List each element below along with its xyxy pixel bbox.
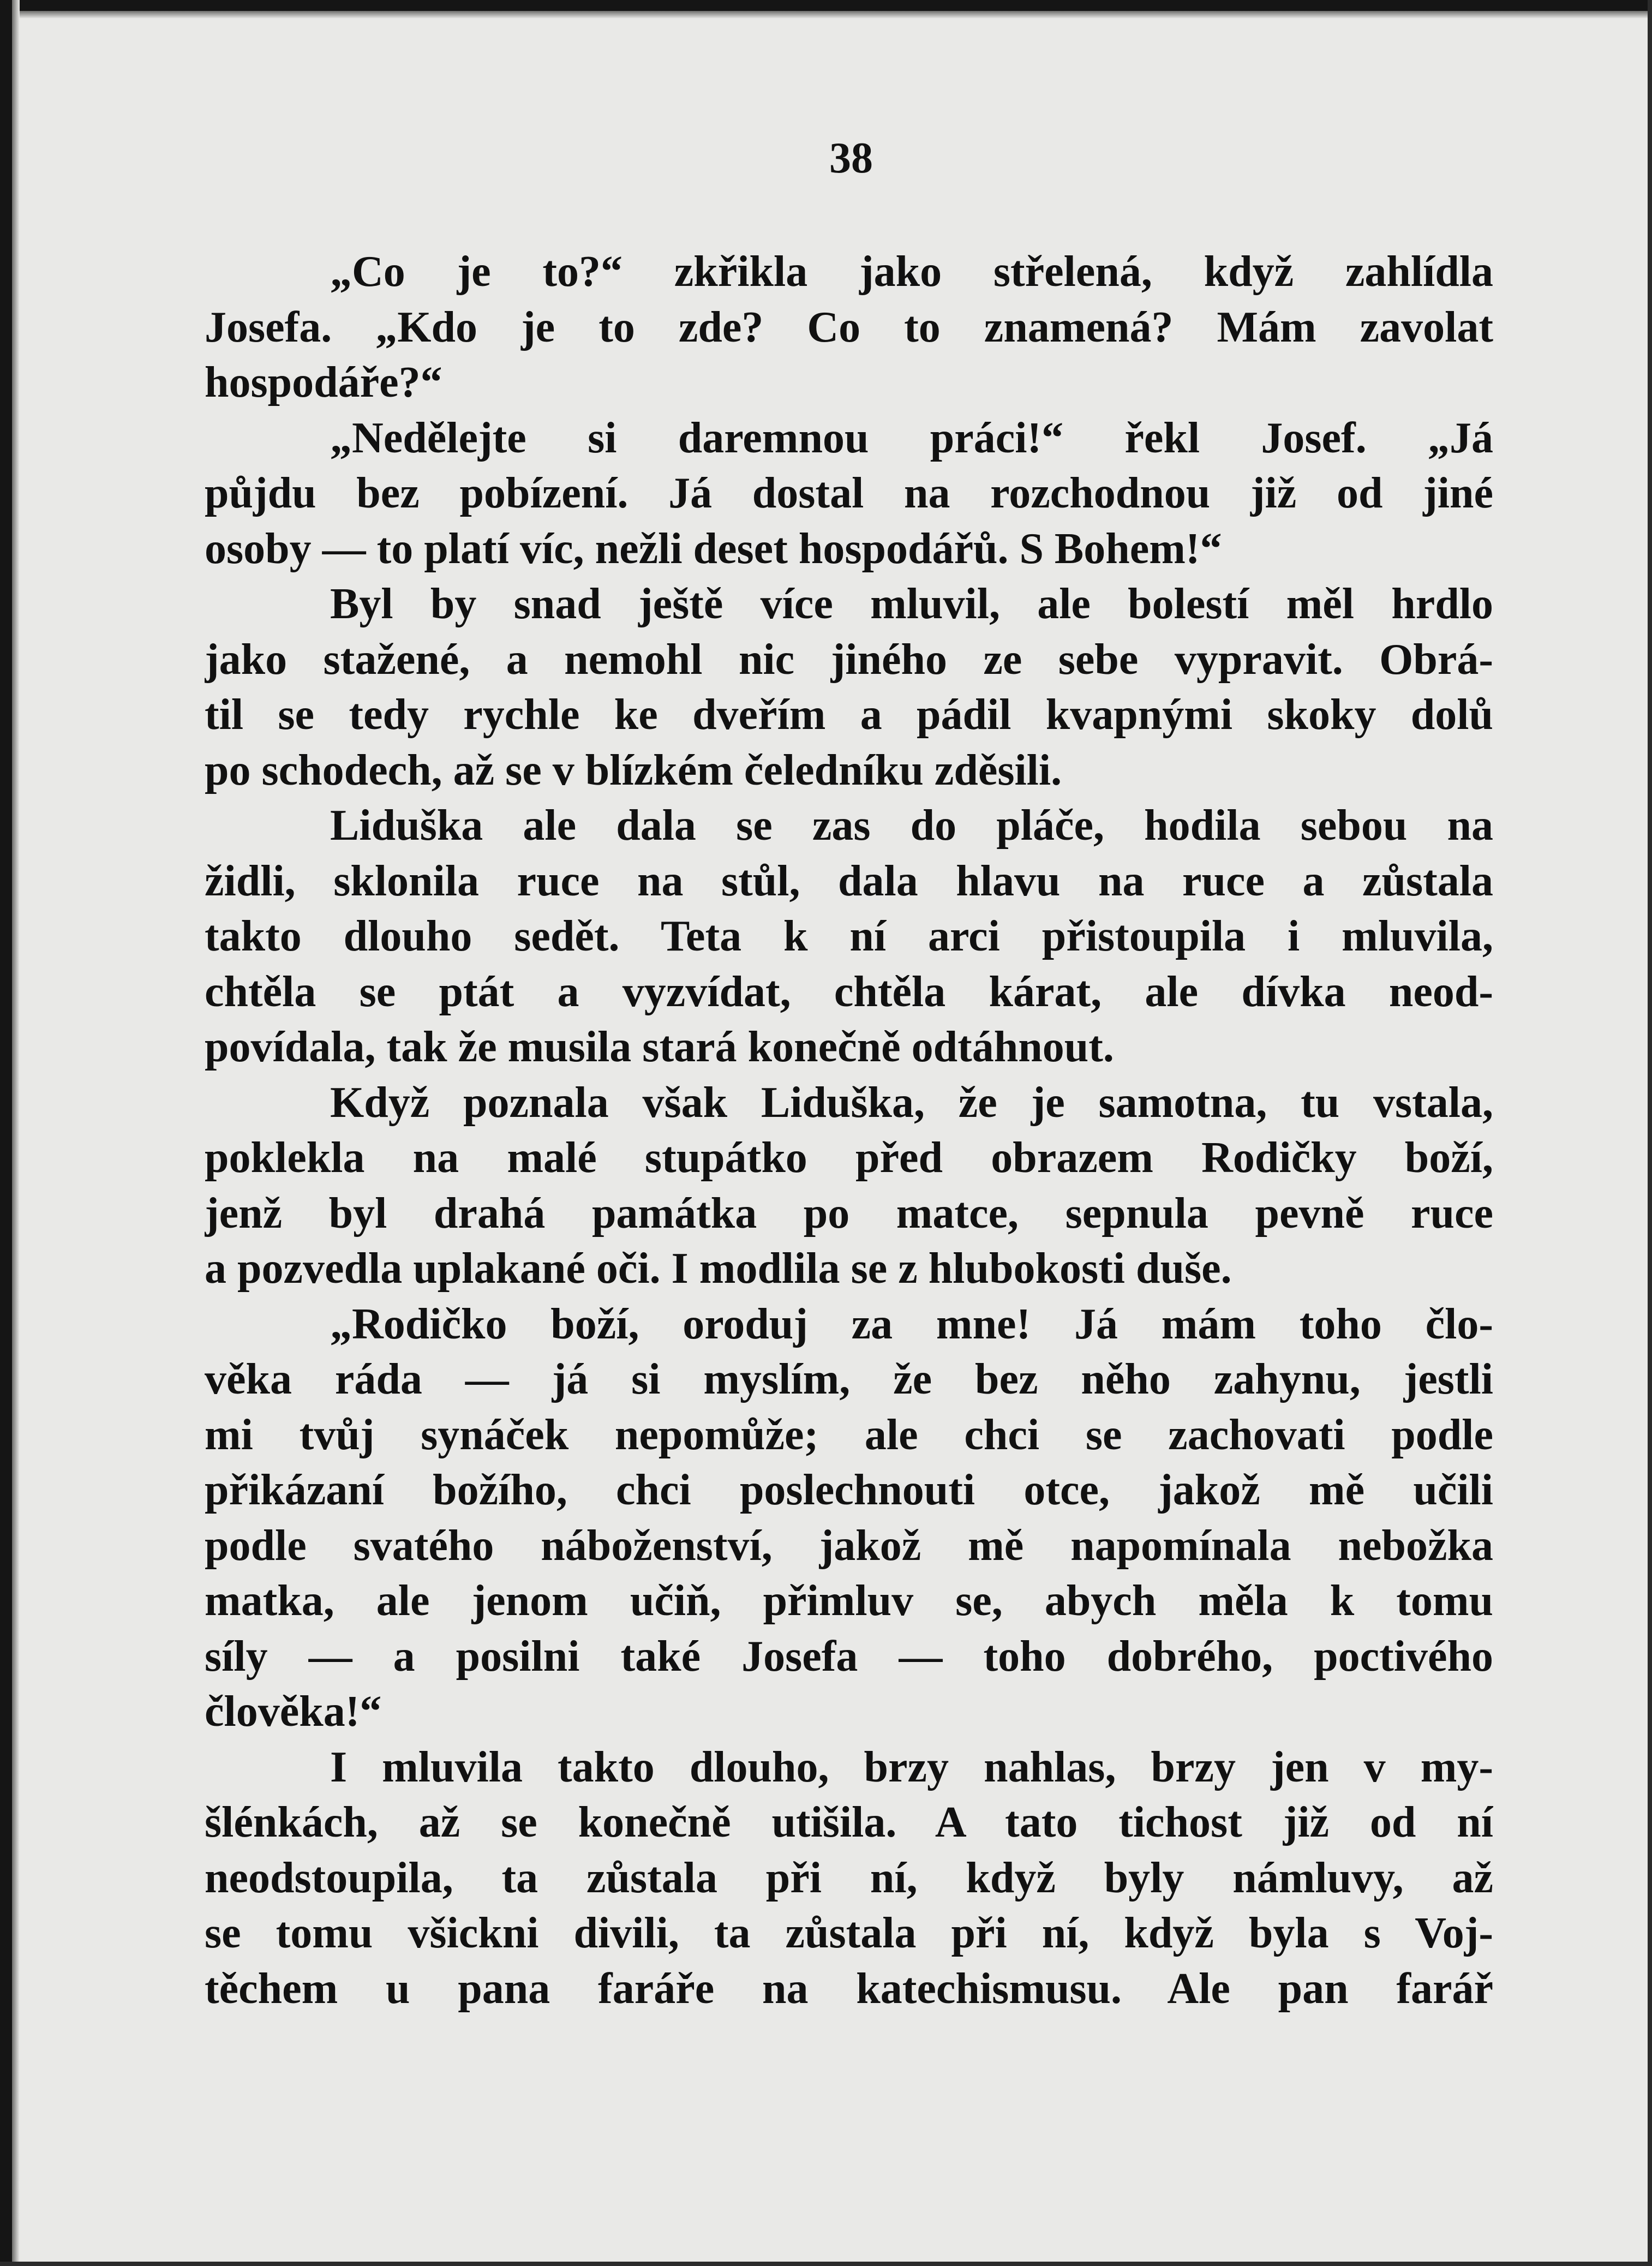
text-line: povídala, tak že musila stará konečně odtáhnout. xyxy=(205,1023,1114,1071)
text-line: matka, ale jenom učiň, přimluv se, abych měla k tomu xyxy=(205,1577,1493,1625)
text-line: I mluvila takto dlouho, brzy nahlas, brzy jen v my- xyxy=(330,1743,1493,1791)
body-text xyxy=(205,244,1493,2017)
text-line: jenž byl drahá památka po matce, sepnula pevně ruce xyxy=(205,1189,1493,1237)
text-line: til se tedy rychle ke dveřím a pádil kvapnými skoky dolů xyxy=(205,691,1493,739)
text-line: „Nedělejte si daremnou práci!“ řekl Josef. „Já xyxy=(330,414,1493,462)
text-line: přikázaní božího, chci poslechnouti otce, jakož mě učili xyxy=(205,1466,1493,1514)
text-line: a pozvedla uplakané oči. I modlila se z hlubokosti duše. xyxy=(205,1245,1232,1293)
text-line: se tomu všickni divili, ta zůstala při ní, když byla s Voj- xyxy=(205,1909,1493,1957)
text-line: půjdu bez pobízení. Já dostal na rozchodnou již od jiné xyxy=(205,469,1493,517)
text-line: jako stažené, a nemohl nic jiného ze sebe vypravit. Obrá- xyxy=(205,635,1493,684)
page-number: 38 xyxy=(829,134,873,182)
scan-border-top xyxy=(0,0,1652,11)
text-line: Byl by snad ještě více mluvil, ale bolestí měl hrdlo xyxy=(330,580,1493,628)
text-line: těchem u pana faráře na katechismusu. Ale pan farář xyxy=(205,1964,1493,2013)
text-line: poklekla na malé stupátko před obrazem Rodičky boží, xyxy=(205,1134,1493,1182)
scan-border-right xyxy=(1648,0,1652,2266)
text-line: Josefa. „Kdo je to zde? Co to znamená? Mám zavolat xyxy=(205,303,1493,351)
text-line: hospodáře?“ xyxy=(205,358,442,406)
text-line: šlénkách, až se konečně utišila. A tato tichost již od ní xyxy=(205,1798,1493,1846)
text-line: po schodech, až se v blízkém čeledníku zděsili. xyxy=(205,746,1062,794)
text-line: mi tvůj synáček nepomůže; ale chci se zachovati podle xyxy=(205,1410,1493,1459)
text-line: židli, sklonila ruce na stůl, dala hlavu na ruce a zůstala xyxy=(205,857,1493,905)
text-line: takto dlouho sedět. Teta k ní arci přistoupila i mluvila, xyxy=(205,912,1493,960)
text-line: Když poznala však Liduška, že je samotna, tu vstala, xyxy=(330,1078,1493,1127)
text-line: „Rodičko boží, oroduj za mne! Já mám toho člo- xyxy=(330,1300,1493,1348)
text-line: podle svatého náboženství, jakož mě napomínala nebožka xyxy=(205,1521,1493,1570)
text-line: člověka!“ xyxy=(205,1688,382,1736)
text-line: Liduška ale dala se zas do pláče, hodila sebou na xyxy=(330,802,1493,850)
text-line: síly — a posilni také Josefa — toho dobrého, poctivého xyxy=(205,1632,1493,1681)
scan-border-bottom xyxy=(0,2262,1652,2266)
text-line: „Co je to?“ zkřikla jako střelená, když zahlídla xyxy=(330,248,1493,296)
scan-shadow-top xyxy=(0,11,1652,19)
text-line: neodstoupila, ta zůstala při ní, když byly námluvy, až xyxy=(205,1854,1493,1902)
text-line: chtěla se ptát a vyzvídat, chtěla kárat, ale dívka neod- xyxy=(205,967,1493,1016)
scan-border-left xyxy=(0,0,12,2266)
text-line: osoby — to platí víc, nežli deset hospodářů. S Bohem!“ xyxy=(205,524,1222,573)
text-line: věka ráda — já si myslím, že bez něho zahynu, jestli xyxy=(205,1355,1493,1403)
scan-shadow-left xyxy=(12,0,20,2266)
